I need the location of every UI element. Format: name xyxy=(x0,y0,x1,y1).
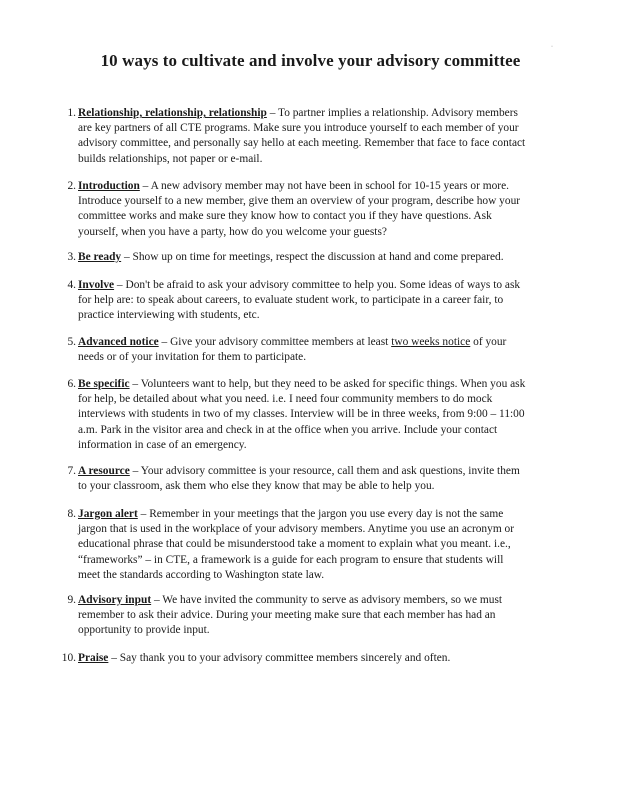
item-term: Jargon alert xyxy=(78,508,138,520)
item-number: 4. xyxy=(67,279,76,291)
item-term: Advisory input xyxy=(78,594,152,606)
list-item-4 xyxy=(58,278,528,324)
item-term: A resource xyxy=(78,465,130,477)
item-term: Relationship, relationship, relationship xyxy=(78,107,267,119)
item-number: 1. xyxy=(67,107,76,119)
list-item-5 xyxy=(58,335,528,365)
item-body xyxy=(78,278,528,324)
list-item-10 xyxy=(58,651,528,666)
item-number: 3. xyxy=(67,251,76,263)
item-text: of your needs or of your invitation for them to participate. xyxy=(78,336,507,364)
item-number: 5. xyxy=(67,336,76,348)
item-number: 7. xyxy=(67,465,76,477)
list-item-8 xyxy=(58,507,528,583)
item-text: – We have invited the community to serve as advisory members, so we must remember to ask their advice. During your meeting make sure that each member has had an opportunity to provide input. xyxy=(78,594,503,637)
item-number: 2. xyxy=(67,180,76,192)
item-body xyxy=(78,464,528,494)
item-body xyxy=(78,593,528,639)
list-item-6 xyxy=(58,377,528,453)
scan-mark: · xyxy=(551,44,553,50)
item-term: Involve xyxy=(78,279,115,291)
item-body xyxy=(78,377,528,453)
item-body xyxy=(78,179,528,240)
list-item-9 xyxy=(58,593,528,639)
item-term: Advanced notice xyxy=(78,336,159,348)
item-body xyxy=(78,507,528,583)
list-item-2 xyxy=(58,179,528,240)
item-body xyxy=(78,250,528,265)
item-text: – A new advisory member may not have been in school for 10-15 years or more. Introduce yourself to a new member, give them an overview of your program, describe how your committee works and make sure they know how to contact you if they have questions. Ask yourself, when you have a party, how do you welcome your guests? xyxy=(78,180,521,238)
item-body xyxy=(78,106,528,167)
item-text: – Show up on time for meetings, respect the discussion at hand and come prepared. xyxy=(121,251,504,263)
item-text: – Volunteers want to help, but they need to be asked for specific things. When you ask for help, be detailed about what you need. i.e. I need four community members to do mock interviews with students in two of my classes. Interview will be in three weeks, from 9:00 – 11:00 a.m. Park in the visitor area and check in at the office when you arrive. Include your contact information in case of an emergency. xyxy=(78,378,526,451)
item-text: – Say thank you to your advisory committee members sincerely and often. xyxy=(108,652,451,664)
item-term: Be specific xyxy=(78,378,130,390)
item-term: Praise xyxy=(78,652,109,664)
item-number: 8. xyxy=(67,508,76,520)
item-text: – Remember in your meetings that the jargon you use every day is not the same jargon that is used in the workplace of your advisory members. Anytime you use an acronym or educational phrase that could be misunderstood take a moment to explain what you meant. i.e., “frameworks” – in CTE, a framework is a guide for each program to ensure that students will meet the standards according to Washington state law. xyxy=(78,508,515,581)
item-number: 6. xyxy=(67,378,76,390)
list-item-7 xyxy=(58,464,528,494)
item-text: – To partner implies a relationship. Advisory members are key partners of all CTE programs. Make sure you introduce yourself to each member of your advisory committee, and personally say hello at each meeting. Remember that face to face contact builds relationships, not paper or e-mail. xyxy=(78,107,526,165)
item-text: – Your advisory committee is your resource, call them and ask questions, invite them to your classroom, ask them who else they know that may be able to help you. xyxy=(78,465,520,493)
item-term: Be ready xyxy=(78,251,122,263)
item-body xyxy=(78,335,528,365)
item-text: – Don't be afraid to ask your advisory committee to help you. Some ideas of ways to ask for help are: to speak about careers, to evaluate student work, to participate in a career fair, to practice interviewing with students, etc. xyxy=(78,279,521,322)
item-number: 10. xyxy=(61,652,76,664)
item-text: – Give your advisory committee members at least xyxy=(158,336,392,348)
page-title: 10 ways to cultivate and involve your advisory committee xyxy=(100,51,521,70)
list-item-3 xyxy=(58,250,528,265)
item-body xyxy=(78,651,528,666)
item-text-underlined: two weeks notice xyxy=(391,336,471,348)
item-number: 9. xyxy=(67,594,76,606)
item-term: Introduction xyxy=(78,180,140,192)
list-item-1 xyxy=(58,106,528,167)
